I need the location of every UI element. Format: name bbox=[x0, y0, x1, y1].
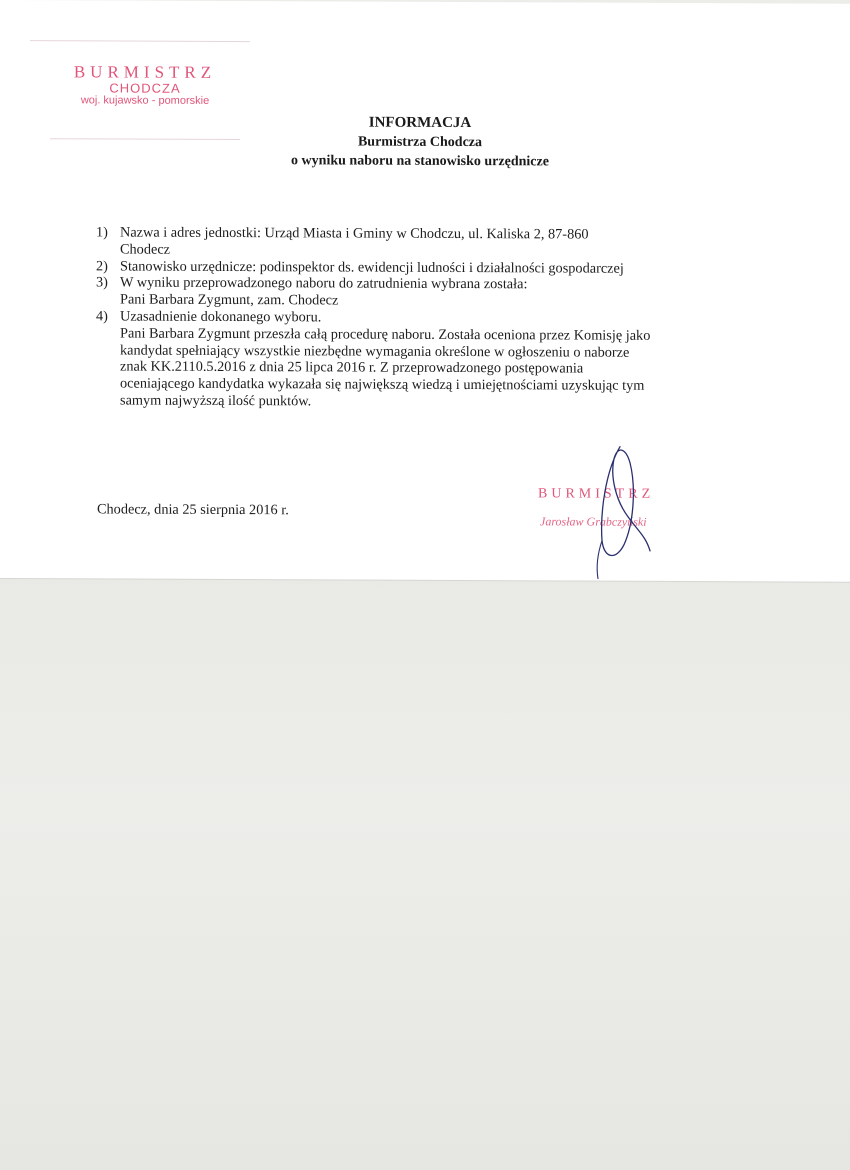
list-item bbox=[96, 224, 756, 260]
title-line-2: Burmistrza Chodcza bbox=[357, 134, 483, 151]
item-line: oceniającego kandydatka wykazała się największą wiedzą i umiejętnościami uzyskując tym bbox=[120, 375, 645, 394]
place-and-date: Chodecz, dnia 25 sierpnia 2016 r. bbox=[97, 501, 289, 519]
item-line: Pani Barbara Zygmunt przeszła całą procedurę naboru. Została oceniona przez Komisję jako bbox=[120, 325, 651, 344]
item-line: samym najwyższą ilość punktów. bbox=[120, 392, 312, 410]
title-line-3: o wyniku naboru na stanowisko urzędnicze bbox=[291, 153, 549, 170]
signature-stamp-role: BURMISTRZ bbox=[538, 486, 655, 502]
item-line: Nazwa i adres jednostki: Urząd Miasta i Gminy w Chodczu, ul. Kaliska 2, 87-860 bbox=[120, 224, 589, 243]
list-item bbox=[96, 275, 756, 311]
list-item bbox=[96, 308, 756, 412]
scan-artifact-line bbox=[30, 40, 250, 42]
item-line: Pani Barbara Zygmunt, zam. Chodecz bbox=[120, 291, 339, 309]
signature-stamp-name: Jarosław Grabczyński bbox=[540, 514, 647, 529]
item-line: W wyniku przeprowadzonego naboru do zatrudnienia wybrana została: bbox=[120, 274, 528, 293]
item-line: kandydat spełniający wszystkie niezbędne wymagania określone w ogłoszeniu o naborze bbox=[120, 342, 630, 361]
handwritten-signature bbox=[580, 441, 660, 581]
document-page bbox=[0, 0, 850, 582]
item-line: znak KK.2110.5.2016 z dnia 25 lipca 2016 r. Z przeprowadzonego postępowania bbox=[120, 358, 584, 377]
item-line: Stanowisko urzędnicze: podinspektor ds. ewidencji ludności i działalności gospodarczej bbox=[120, 258, 624, 277]
header-stamp-title: BURMISTRZ bbox=[73, 62, 217, 82]
document-title bbox=[190, 113, 650, 172]
item-number: 4) bbox=[96, 308, 108, 325]
item-number: 1) bbox=[96, 224, 108, 241]
document-body bbox=[96, 224, 756, 412]
header-stamp-region: woj. kujawsko - pomorskie bbox=[80, 94, 210, 107]
item-number: 2) bbox=[96, 258, 108, 275]
header-stamp-town: CHODCZA bbox=[109, 80, 181, 96]
header-stamp bbox=[40, 62, 250, 107]
item-line: Uzasadnienie dokonanego wyboru. bbox=[120, 308, 322, 326]
item-number: 3) bbox=[96, 274, 108, 291]
item-line: Chodecz bbox=[120, 241, 171, 258]
scan-background bbox=[0, 570, 850, 1170]
title-line-1: INFORMACJA bbox=[368, 114, 472, 132]
